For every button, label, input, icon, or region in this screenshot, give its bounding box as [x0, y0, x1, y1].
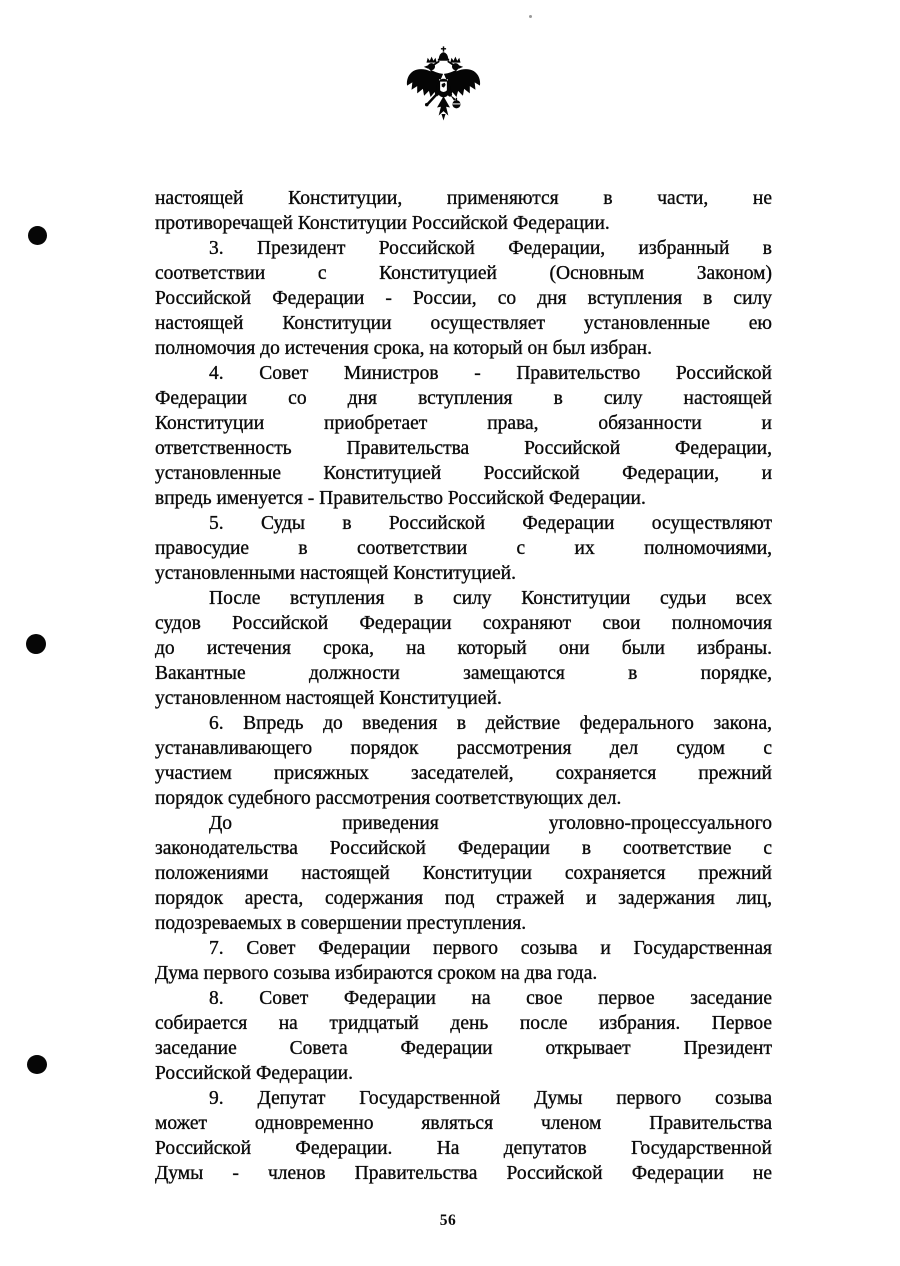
text-line: порядок судебного рассмотрения соответствующих дел. — [155, 788, 622, 809]
text-line: Российской Федерации. На депутатов Государственной — [155, 1138, 772, 1159]
text-line: Конституции приобретает права, обязанности и — [155, 413, 772, 434]
text-line: 5. Суды в Российской Федерации осуществляют — [209, 513, 772, 534]
punch-hole-dot — [27, 1055, 47, 1074]
text-line: 9. Депутат Государственной Думы первого созыва — [209, 1088, 772, 1109]
text-line: Думы - членов Правительства Российской Федерации не — [155, 1163, 772, 1184]
text-line: устанавливающего порядок рассмотрения дел судом с — [155, 738, 772, 759]
punch-hole-dot — [28, 226, 47, 245]
text-line: установленными настоящей Конституцией. — [155, 563, 516, 584]
text-line: После вступления в силу Конституции судьи всех — [209, 588, 772, 609]
text-line: Федерации со дня вступления в силу настоящей — [155, 388, 772, 409]
text-line: правосудие в соответствии с их полномочиями, — [155, 538, 772, 559]
paragraph — [155, 936, 772, 986]
text-line: полномочия до истечения срока, на который он был избран. — [155, 338, 652, 359]
text-line: 7. Совет Федерации первого созыва и Государственная — [209, 938, 772, 959]
text-line: до истечения срока, на который они были избраны. — [155, 638, 772, 659]
text-line: Вакантные должности замещаются в порядке, — [155, 663, 772, 684]
text-line: может одновременно являться членом Правительства — [155, 1113, 772, 1134]
text-line: соответствии с Конституцией (Основным Законом) — [155, 263, 772, 284]
scan-speck — [529, 15, 532, 18]
text-line: Российской Федерации. — [155, 1063, 353, 1084]
paragraph — [155, 811, 772, 936]
text-line: Дума первого созыва избираются сроком на два года. — [155, 963, 598, 984]
paragraph — [155, 711, 772, 811]
text-line: настоящей Конституции, применяются в части, не — [155, 188, 772, 209]
text-line: положениями настоящей Конституции сохраняется прежний — [155, 863, 772, 884]
text-line: До приведения уголовно-процессуального — [209, 813, 772, 834]
page-number: 56 — [439, 1212, 457, 1229]
double-headed-eagle-coat-of-arms-icon — [405, 46, 482, 131]
paragraph — [155, 236, 772, 361]
paragraph — [155, 511, 772, 586]
text-line: собирается на тридцатый день после избрания. Первое — [155, 1013, 772, 1034]
text-line: 6. Впредь до введения в действие федерального закона, — [209, 713, 772, 734]
paragraph — [155, 986, 772, 1086]
text-line: 3. Президент Российской Федерации, избранный в — [209, 238, 772, 259]
text-line: противоречащей Конституции Российской Федерации. — [155, 213, 610, 234]
text-line: установленном настоящей Конституцией. — [155, 688, 502, 709]
document-text — [155, 186, 772, 1186]
text-line: заседание Совета Федерации открывает Президент — [155, 1038, 772, 1059]
paragraph — [155, 186, 772, 236]
paragraph — [155, 1086, 772, 1186]
text-line: впредь именуется - Правительство Российской Федерации. — [155, 488, 646, 509]
text-line: ответственность Правительства Российской Федерации, — [155, 438, 772, 459]
text-line: участием присяжных заседателей, сохраняется прежний — [155, 763, 772, 784]
text-line: законодательства Российской Федерации в соответствие с — [155, 838, 772, 859]
paragraph — [155, 586, 772, 711]
text-line: установленные Конституцией Российской Федерации, и — [155, 463, 772, 484]
text-line: порядок ареста, содержания под стражей и задержания лиц, — [155, 888, 772, 909]
text-line: настоящей Конституции осуществляет установленные ею — [155, 313, 772, 334]
text-line: подозреваемых в совершении преступления. — [155, 913, 527, 934]
text-line: судов Российской Федерации сохраняют свои полномочия — [155, 613, 772, 634]
paragraph — [155, 361, 772, 511]
punch-hole-dot — [26, 634, 46, 654]
text-line: 8. Совет Федерации на свое первое заседание — [209, 988, 772, 1009]
text-line: 4. Совет Министров - Правительство Российской — [209, 363, 772, 384]
text-line: Российской Федерации - России, со дня вступления в силу — [155, 288, 772, 309]
